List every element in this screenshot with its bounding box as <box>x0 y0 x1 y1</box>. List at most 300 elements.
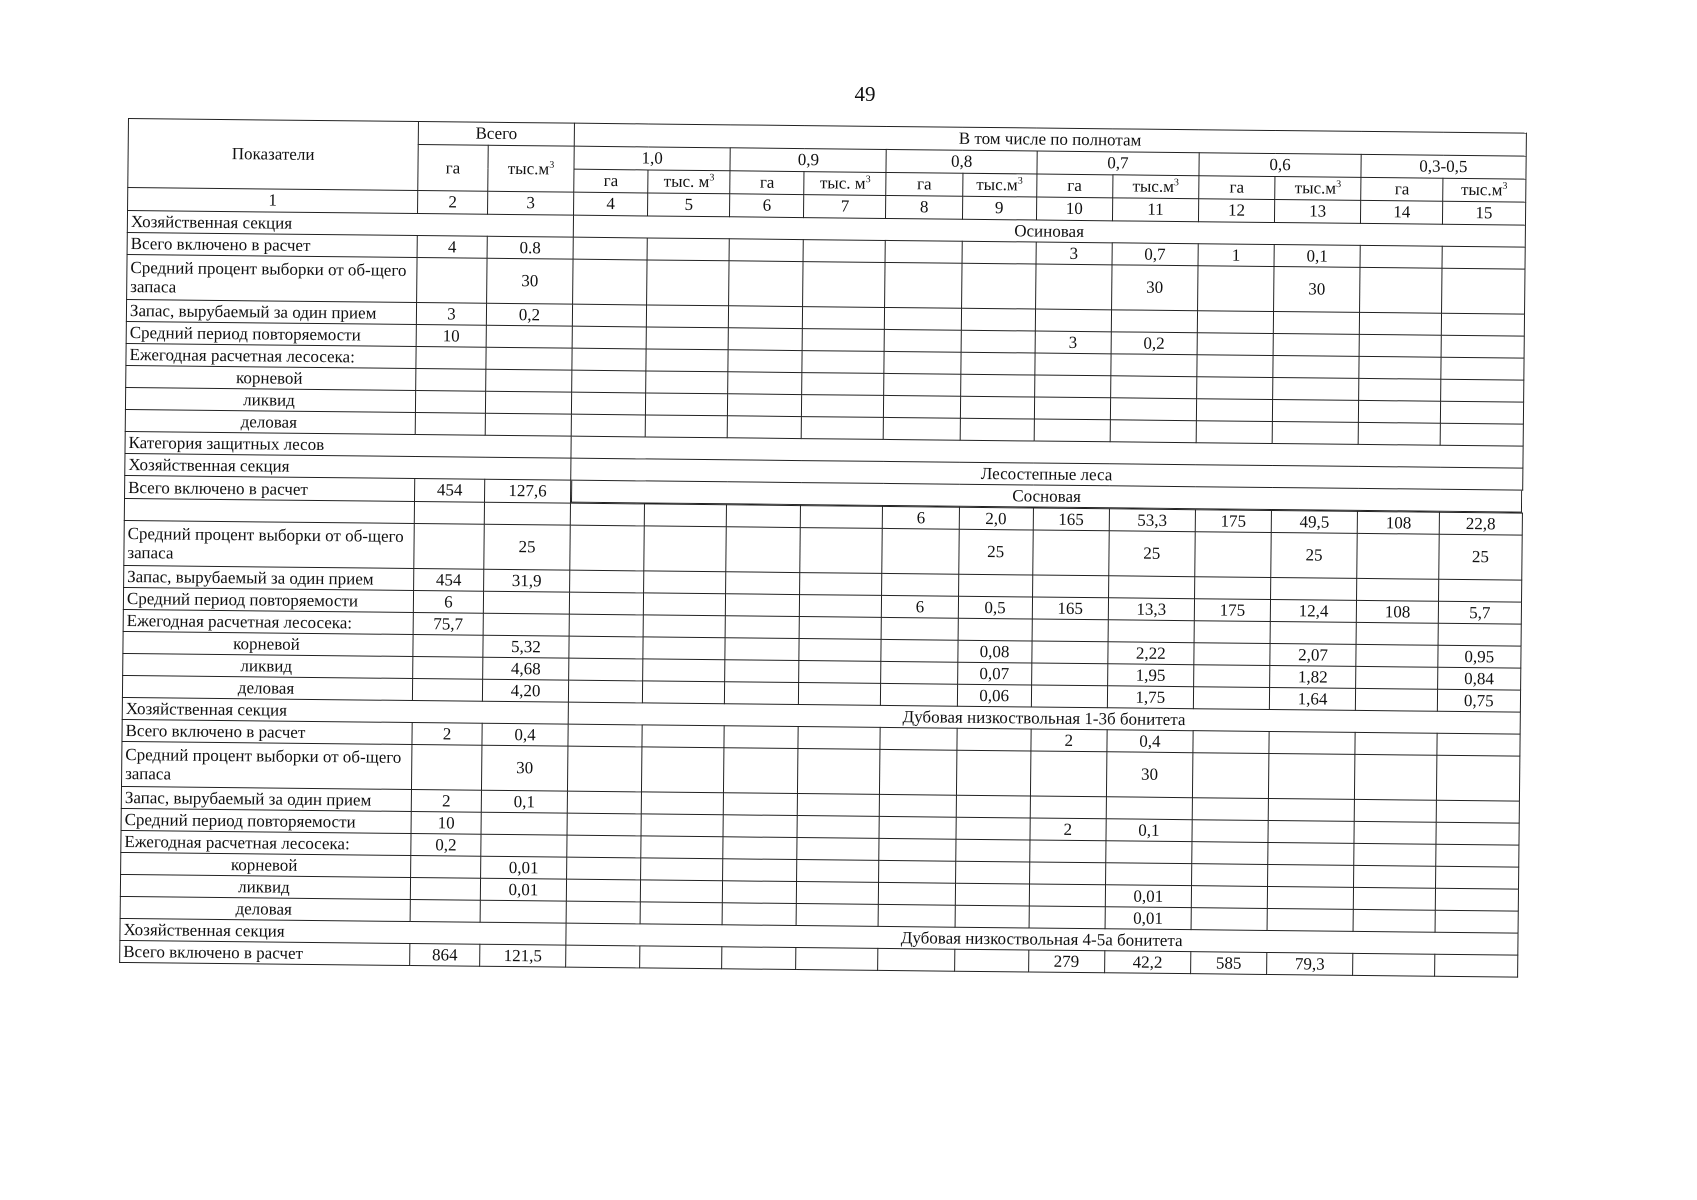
row-label: корневой <box>123 631 413 656</box>
cell: 30 <box>1106 752 1193 798</box>
cell <box>799 639 881 662</box>
cell <box>1356 666 1438 689</box>
header-ha: га <box>574 169 648 193</box>
row-label: деловая <box>122 675 412 700</box>
header-m3: $тыс.м^3$ <box>1275 177 1361 201</box>
cell <box>486 347 572 370</box>
cell <box>643 659 725 682</box>
header-m3: $тыс.м^3$ <box>1113 175 1199 199</box>
cell: 1,82 <box>1270 665 1356 688</box>
cell <box>956 750 1031 796</box>
cell <box>411 856 481 879</box>
cell <box>641 836 723 859</box>
cell <box>724 748 799 794</box>
section-name: Сосновая <box>572 481 1522 512</box>
cell <box>640 946 722 969</box>
cell: 165 <box>1033 508 1109 531</box>
cell: 25 <box>958 529 1033 575</box>
cell <box>1194 643 1270 666</box>
cell <box>646 305 728 328</box>
cell: 1,64 <box>1269 687 1355 710</box>
cell: 2,07 <box>1270 643 1356 666</box>
cell <box>800 595 882 618</box>
cell <box>1267 908 1353 931</box>
col-num: 2 <box>418 191 488 215</box>
section-name: Осиновая <box>573 215 1525 247</box>
cell <box>486 369 572 392</box>
cell <box>481 834 567 857</box>
cell <box>1273 356 1359 379</box>
cell <box>1273 334 1359 357</box>
cell <box>570 503 644 526</box>
cell <box>799 661 881 684</box>
cell <box>568 680 642 703</box>
cell <box>722 947 796 970</box>
cell <box>1437 755 1520 801</box>
cell: 25 <box>1439 534 1522 580</box>
cell <box>879 860 955 883</box>
cell: 0,01 <box>1105 907 1191 930</box>
cell <box>642 725 724 748</box>
cell <box>884 351 960 374</box>
cell <box>413 635 483 658</box>
cell <box>723 793 797 816</box>
header-ha: га <box>730 171 804 195</box>
cell <box>796 904 878 927</box>
cell <box>1359 334 1441 357</box>
cell <box>885 240 961 263</box>
cell: 6 <box>882 595 958 618</box>
cell <box>1354 865 1436 888</box>
cell <box>1194 621 1270 644</box>
cell <box>1441 379 1523 402</box>
cell <box>799 683 881 706</box>
cell <box>1271 577 1357 600</box>
cell <box>728 394 802 417</box>
header-m3: $тыс.м^3$ <box>962 173 1036 197</box>
cell <box>1191 886 1267 909</box>
cell <box>1270 621 1356 644</box>
cell: 79,3 <box>1267 952 1353 975</box>
cell <box>1197 355 1273 378</box>
page-number: 49 <box>854 82 876 106</box>
cell <box>879 904 955 927</box>
cell <box>484 502 570 525</box>
col-num: 3 <box>488 191 574 215</box>
cell <box>1272 400 1358 423</box>
cell <box>486 325 572 348</box>
cell <box>1440 423 1522 446</box>
section-name: Дубовая низкоствольная 4-5а бонитета <box>566 923 1518 955</box>
header-ha: га <box>1199 176 1275 200</box>
cell <box>643 593 725 616</box>
cell <box>567 791 641 814</box>
cell <box>1436 822 1518 845</box>
cell <box>802 329 884 352</box>
cell <box>1441 357 1523 380</box>
cell <box>640 880 722 903</box>
cell <box>881 639 957 662</box>
cell <box>1032 641 1108 664</box>
cell <box>1439 579 1521 602</box>
cell: 0,4 <box>482 723 568 746</box>
cell: 2 <box>1030 818 1106 841</box>
col-num: 13 <box>1274 200 1360 224</box>
cell: 279 <box>1028 950 1104 973</box>
cell: 31,9 <box>484 569 570 592</box>
cell <box>1196 421 1272 444</box>
row-label: корневой <box>121 852 411 877</box>
cell <box>729 261 804 307</box>
cell <box>1442 313 1524 336</box>
cell <box>410 878 480 901</box>
cell <box>1436 888 1518 911</box>
cell <box>955 905 1029 928</box>
cell <box>1193 687 1269 710</box>
cell: 75,7 <box>413 613 483 636</box>
cell <box>414 502 484 525</box>
cell <box>1105 863 1191 886</box>
cell <box>1354 821 1436 844</box>
cell <box>954 949 1028 972</box>
cell <box>1359 378 1441 401</box>
cell <box>571 392 645 415</box>
cell <box>570 525 645 571</box>
cell <box>1268 753 1355 799</box>
cell: 0,01 <box>480 878 566 901</box>
cell: 3 <box>1036 242 1112 265</box>
header-total: Всего <box>418 122 574 147</box>
cell <box>725 682 799 705</box>
cell <box>643 637 725 660</box>
cell <box>1268 820 1354 843</box>
cell <box>1108 576 1194 599</box>
cell <box>570 570 644 593</box>
cell <box>1360 267 1443 313</box>
cell <box>412 679 482 702</box>
cell: 2 <box>411 790 481 813</box>
cell <box>1359 400 1441 423</box>
cell <box>566 945 640 968</box>
cell: 0,01 <box>1105 885 1191 908</box>
cell <box>1442 246 1524 269</box>
cell: 12,4 <box>1270 599 1356 622</box>
cell: 454 <box>414 569 484 592</box>
cell: 585 <box>1191 952 1267 975</box>
cell <box>726 594 800 617</box>
col-num: 6 <box>730 194 804 218</box>
cell <box>485 391 571 414</box>
cell <box>645 415 727 438</box>
row-label: деловая <box>120 896 410 921</box>
cell <box>1192 820 1268 843</box>
cell <box>483 613 569 636</box>
row-label: Всего включено в расчет <box>120 940 410 965</box>
cell: 0,84 <box>1438 667 1520 690</box>
section-label: Хозяйственная секция <box>122 697 568 724</box>
cell <box>642 747 725 793</box>
cell <box>1110 398 1196 421</box>
cell <box>1272 422 1358 445</box>
cell <box>885 262 962 308</box>
cell <box>796 948 878 971</box>
cell <box>724 726 798 749</box>
cell <box>572 370 646 393</box>
cell <box>572 304 646 327</box>
cell <box>1442 268 1525 314</box>
cell <box>1032 575 1108 598</box>
cell <box>728 328 802 351</box>
col-num: 9 <box>962 196 1036 220</box>
row-label: Средний период повторяемости <box>121 808 411 833</box>
cell <box>880 749 957 795</box>
forest-cut-table-wrapper <box>119 118 1526 978</box>
cell <box>416 347 486 370</box>
cell <box>413 657 483 680</box>
cell <box>416 369 486 392</box>
cell <box>1358 422 1440 445</box>
cell <box>799 617 881 640</box>
section-label: Хозяйственная секция <box>120 918 566 945</box>
cell <box>958 574 1032 597</box>
cell <box>802 351 884 374</box>
cell: 0,08 <box>957 640 1031 663</box>
row-label: Средний процент выборки от об-щего запаса <box>121 741 411 789</box>
cell <box>647 238 729 261</box>
cell <box>641 814 723 837</box>
cell <box>1268 798 1354 821</box>
cell <box>1360 245 1442 268</box>
cell <box>644 526 727 572</box>
cell: 108 <box>1357 511 1439 534</box>
cell <box>961 308 1035 331</box>
cell <box>643 681 725 704</box>
header-m3: тыс. $м^3$ <box>648 170 730 194</box>
cell: 6 <box>883 506 959 529</box>
cell <box>802 417 884 440</box>
header-ha: га <box>886 172 962 196</box>
cell <box>1197 377 1273 400</box>
cell <box>1353 909 1435 932</box>
cell: 4,68 <box>483 657 569 680</box>
cell <box>1030 796 1106 819</box>
cell <box>725 660 799 683</box>
cell <box>879 882 955 905</box>
cell <box>882 617 958 640</box>
cell <box>1192 842 1268 865</box>
cell <box>411 745 481 791</box>
cell <box>726 527 801 573</box>
cell <box>569 592 643 615</box>
row-label: ликвид <box>123 653 413 678</box>
cell: 0,4 <box>1107 730 1193 753</box>
cell <box>1353 953 1435 976</box>
cell <box>1436 844 1518 867</box>
cell <box>1110 420 1196 443</box>
cell <box>798 794 880 817</box>
cell: 0,1 <box>1274 245 1360 268</box>
cell <box>723 859 797 882</box>
cell <box>1355 754 1438 800</box>
cell <box>797 816 879 839</box>
cell: 1 <box>1198 244 1274 267</box>
cell <box>884 417 960 440</box>
cell <box>955 839 1029 862</box>
cell <box>1191 908 1267 931</box>
category-name: Лесостепные леса <box>571 458 1523 490</box>
cell <box>1195 532 1272 578</box>
cell: 25 <box>484 524 570 570</box>
cell: 0,7 <box>1112 243 1198 266</box>
category-label: Категория защитных лесов <box>125 431 571 458</box>
cell: 121,5 <box>480 944 566 967</box>
cell <box>722 903 796 926</box>
cell <box>1357 578 1439 601</box>
cell: 175 <box>1194 599 1270 622</box>
cell <box>1273 378 1359 401</box>
cell <box>567 857 641 880</box>
cell <box>485 413 571 436</box>
cell <box>567 813 641 836</box>
cell <box>1194 665 1270 688</box>
cell <box>480 900 566 923</box>
cell <box>569 658 643 681</box>
cell <box>1031 685 1107 708</box>
cell: 454 <box>414 479 484 503</box>
cell: 108 <box>1356 600 1438 623</box>
cell: 175 <box>1195 510 1271 533</box>
cell: 0,2 <box>486 303 572 326</box>
cell: 2 <box>1031 729 1107 752</box>
row-label: Ежегодная расчетная лесосека: <box>123 609 413 634</box>
cell <box>882 528 959 574</box>
cell <box>956 795 1030 818</box>
cell <box>1029 906 1105 929</box>
cell <box>644 504 726 527</box>
cell: 864 <box>410 943 480 966</box>
cell: 3 <box>416 303 486 326</box>
row-label: корневой <box>126 365 416 390</box>
cell: 2,22 <box>1108 642 1194 665</box>
col-num: 1 <box>128 188 418 214</box>
row-label: Средний период повторяемости <box>126 321 416 346</box>
section-label: Хозяйственная секция <box>127 211 573 238</box>
cell <box>1359 312 1441 335</box>
cell <box>1035 264 1112 310</box>
cell <box>573 237 647 260</box>
cell: 4,20 <box>482 679 568 702</box>
cell: 0,06 <box>957 684 1031 707</box>
cell <box>803 240 885 263</box>
cell <box>481 812 567 835</box>
cell: 165 <box>1032 597 1108 620</box>
cell: 1,75 <box>1107 686 1193 709</box>
cell <box>881 661 957 684</box>
forest-cut-table <box>119 118 1526 978</box>
cell <box>957 728 1031 751</box>
cell <box>1436 800 1518 823</box>
cell <box>415 413 485 436</box>
cell <box>884 373 960 396</box>
cell <box>1194 577 1270 600</box>
cell: 3 <box>1035 331 1111 354</box>
cell <box>723 815 797 838</box>
row-label: Средний процент выборки от об-щего запаса <box>124 520 414 568</box>
cell: 25 <box>1109 531 1196 577</box>
row-label: Всего включено в расчет <box>122 719 412 744</box>
cell: 0,1 <box>1106 819 1192 842</box>
row-label <box>124 498 414 523</box>
cell <box>727 416 801 439</box>
header-total-m3: $тыс.м^3$ <box>488 145 574 192</box>
cell: 4 <box>417 236 487 259</box>
header-m3: тыс. $м^3$ <box>804 172 886 196</box>
header-density-6: 0,3-0,5 <box>1361 154 1526 179</box>
cell <box>726 572 800 595</box>
header-density-5: 0,6 <box>1199 153 1361 178</box>
cell: 0,95 <box>1438 645 1520 668</box>
cell <box>414 524 484 570</box>
row-label: деловая <box>125 409 415 434</box>
cell <box>725 616 799 639</box>
cell <box>960 374 1034 397</box>
cell <box>1035 353 1111 376</box>
cell <box>723 837 797 860</box>
col-num: 12 <box>1198 199 1274 223</box>
row-label: ликвид <box>125 387 415 412</box>
section-label: Хозяйственная секция <box>125 453 571 480</box>
cell <box>1441 401 1523 424</box>
header-density-2: 0,9 <box>730 148 886 173</box>
cell <box>1192 753 1269 799</box>
cell <box>797 838 879 861</box>
col-num: 5 <box>648 193 730 217</box>
col-num: 15 <box>1443 201 1525 225</box>
cell: 6 <box>413 591 483 614</box>
cell: 2,0 <box>959 507 1033 530</box>
cell <box>1031 663 1107 686</box>
cell <box>1435 954 1517 977</box>
cell <box>1355 732 1437 755</box>
cell: 5,32 <box>483 635 569 658</box>
cell <box>885 329 961 352</box>
cell <box>960 396 1034 419</box>
cell: 49,5 <box>1271 510 1357 533</box>
row-label: Запас, вырубаемый за один прием <box>124 565 414 590</box>
cell <box>1437 733 1519 756</box>
row-label: Запас, вырубаемый за один прием <box>126 299 416 324</box>
cell <box>640 902 722 925</box>
header-m3: $тыс.м^3$ <box>1443 178 1525 202</box>
cell <box>1435 910 1517 933</box>
cell <box>1191 864 1267 887</box>
cell <box>1268 842 1354 865</box>
cell <box>572 326 646 349</box>
cell <box>880 794 956 817</box>
cell <box>483 591 569 614</box>
cell <box>1356 644 1438 667</box>
cell <box>566 879 640 902</box>
cell <box>1267 886 1353 909</box>
header-ha: га <box>1361 177 1443 201</box>
cell <box>1356 688 1438 711</box>
cell: 30 <box>1111 265 1198 311</box>
cell: 0,2 <box>1111 332 1197 355</box>
cell: 1,95 <box>1107 664 1193 687</box>
col-num: 11 <box>1112 198 1198 222</box>
cell <box>1032 619 1108 642</box>
cell <box>880 727 956 750</box>
